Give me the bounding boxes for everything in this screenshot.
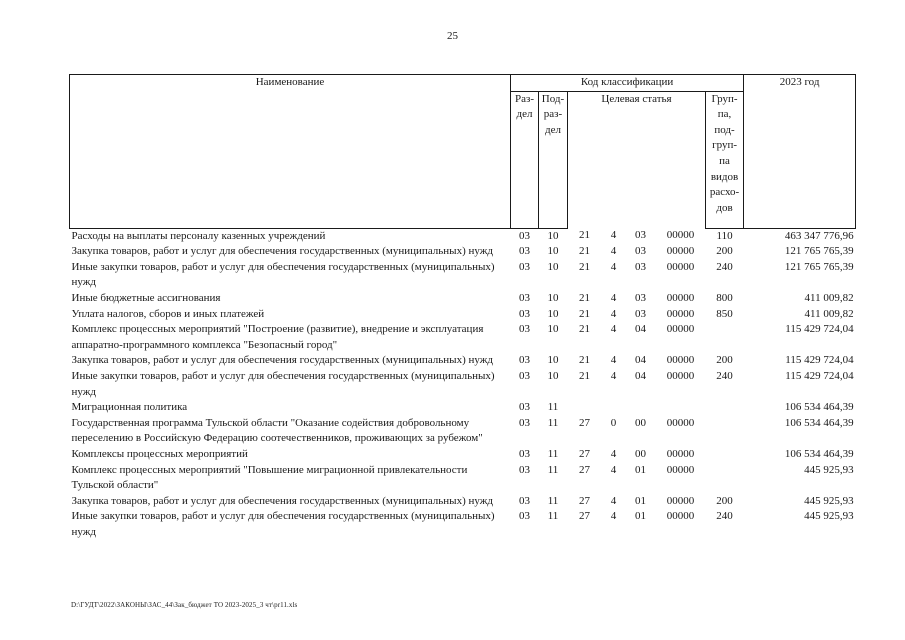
cell-t1: 27 [579,494,590,507]
cell-name: Государственная программа Тульской области "Оказание содействия добровольному переселению в Российскую Федерацию соотечественников, проживающих за рубежом" [71,416,483,445]
cell-t1: 27 [579,447,590,460]
cell-rz: 03 [519,401,530,414]
table-body [70,228,856,540]
cell-t2: 4 [610,463,617,476]
cell-pr: 11 [547,494,559,507]
header-group: Груп-па, под-груп-па видов расхо-дов [706,91,744,228]
cell-rz: 03 [519,245,530,258]
cell-t1: 21 [579,323,590,336]
cell-pr: 11 [547,447,559,460]
cell-t2: 4 [610,291,617,304]
cell-t2: 4 [610,260,617,273]
cell-t2 [602,400,626,416]
cell-t1: 21 [579,354,590,367]
cell-name: Закупка товаров, работ и услуг для обеспечения государственных (муниципальных) нужд [71,494,493,507]
cell-amount: 411 009,82 [804,307,854,320]
cell-t4: 00000 [666,307,695,320]
cell-t3: 03 [635,291,646,304]
cell-t2: 4 [610,447,617,460]
cell-name: Закупка товаров, работ и услуг для обеспечения государственных (муниципальных) нужд [71,245,493,258]
cell-vr [706,322,744,353]
cell-name: Расходы на выплаты персоналу казенных учреждений [71,229,326,242]
cell-t3: 04 [635,369,646,382]
cell-t4: 00000 [666,447,695,460]
cell-amount: 115 429 724,04 [785,369,854,382]
cell-pr: 11 [547,510,559,523]
cell-pr: 10 [547,369,559,382]
cell-rz: 03 [519,354,530,367]
cell-vr: 200 [716,494,733,507]
table-row [70,260,856,291]
cell-pr: 10 [547,245,559,258]
header-year: 2023 год [744,75,856,229]
cell-t1 [568,400,602,416]
cell-t4: 00000 [666,229,695,242]
cell-t2: 4 [610,307,617,320]
cell-t4: 00000 [666,510,695,523]
table-row [70,353,856,369]
cell-t1: 21 [579,369,590,382]
cell-t4: 00000 [666,354,695,367]
cell-pr: 11 [547,401,559,414]
cell-vr [706,463,744,494]
cell-t3: 01 [635,494,646,507]
cell-t4: 00000 [666,463,695,476]
cell-t3: 01 [635,510,646,523]
cell-t1: 21 [579,245,590,258]
cell-amount: 445 925,93 [804,510,854,523]
cell-t1: 27 [579,463,590,476]
cell-pr: 10 [547,323,559,336]
table-row [70,322,856,353]
cell-vr: 200 [716,245,733,258]
cell-amount: 115 429 724,04 [785,323,854,336]
cell-vr: 240 [716,369,733,382]
cell-rz: 03 [519,291,530,304]
cell-t3: 04 [635,354,646,367]
cell-vr: 240 [716,260,733,273]
cell-amount: 121 765 765,39 [784,260,854,273]
header-name: Наименование [70,75,511,229]
cell-name: Уплата налогов, сборов и иных платежей [71,307,265,320]
cell-t3: 04 [635,323,646,336]
cell-amount: 463 347 776,96 [784,229,854,242]
cell-t3: 00 [635,416,646,429]
cell-rz: 03 [519,307,530,320]
cell-vr: 240 [716,510,733,523]
cell-t4: 00000 [666,260,695,273]
table-row [70,307,856,323]
table-row [70,244,856,260]
cell-t2: 4 [610,510,617,523]
cell-t1: 27 [579,416,590,429]
cell-t4 [656,400,706,416]
cell-pr: 10 [547,260,559,273]
cell-vr: 850 [716,307,733,320]
header-target: Целевая статья [568,91,706,228]
cell-vr [706,400,744,416]
table-row [70,369,856,400]
cell-amount: 106 534 464,39 [784,401,854,414]
cell-name: Комплексы процессных мероприятий [71,447,248,460]
cell-t4: 00000 [666,323,695,336]
cell-rz: 03 [519,416,530,429]
cell-name: Закупка товаров, работ и услуг для обеспечения государственных (муниципальных) нужд [71,354,493,367]
cell-t3: 00 [635,447,646,460]
cell-amount: 411 009,82 [804,291,854,304]
cell-t2: 4 [610,494,617,507]
cell-amount: 106 534 464,39 [784,447,854,460]
cell-t2: 4 [610,323,617,336]
cell-t4: 00000 [666,369,695,382]
cell-rz: 03 [519,260,530,273]
cell-amount: 106 534 464,39 [784,416,854,429]
cell-rz: 03 [519,494,530,507]
cell-t3: 03 [635,307,646,320]
cell-t4: 00000 [666,416,695,429]
table-row [70,447,856,463]
cell-pr: 10 [547,229,559,242]
table-row [70,416,856,447]
cell-name: Комплекс процессных мероприятий "Построение (развитие), внедрение и эксплуатация аппаратно-программного комплекса "Безопасный город" [71,323,484,351]
budget-table [69,74,856,540]
cell-rz: 03 [519,369,530,382]
header-razdel: Раз-дел [511,91,539,228]
cell-rz: 03 [519,447,530,460]
page-number: 25 [447,30,458,42]
table-row [70,494,856,510]
cell-t3: 03 [635,245,646,258]
header-code: Код классификации [511,75,744,92]
cell-vr: 200 [716,354,733,367]
table-row [70,463,856,494]
cell-rz: 03 [519,229,530,242]
cell-vr: 800 [716,291,733,304]
header-podrazdel: Под-раз-дел [539,91,568,228]
cell-vr [706,447,744,463]
cell-pr: 10 [547,354,559,367]
table-row [70,291,856,307]
cell-t3 [626,400,656,416]
cell-rz: 03 [519,510,530,523]
file-path-footer: D:\ГУДТ\2022\ЗАКОНЫ\ЗАС_44\Зак_бюджет ТО 2023-2025_3 чт\pr11.xls [71,601,298,609]
cell-t4: 00000 [666,245,695,258]
cell-name: Иные бюджетные ассигнования [71,291,221,304]
cell-t1: 21 [579,307,590,320]
cell-pr: 10 [547,307,559,320]
cell-name: Иные закупки товаров, работ и услуг для обеспечения государственных (муниципальных) нужд [71,510,495,538]
cell-pr: 11 [547,416,559,429]
cell-amount: 445 925,93 [804,494,854,507]
cell-t1: 21 [579,229,590,242]
cell-t3: 03 [635,229,646,242]
cell-t3: 03 [635,260,646,273]
cell-amount: 121 765 765,39 [784,245,854,258]
cell-name: Иные закупки товаров, работ и услуг для обеспечения государственных (муниципальных) нужд [71,369,495,398]
cell-t2: 4 [610,354,617,367]
cell-t2: 4 [610,229,617,242]
cell-t1: 21 [579,291,590,304]
cell-name: Комплекс процессных мероприятий "Повышение миграционной привлекательности Тульской области" [71,463,468,492]
cell-name: Иные закупки товаров, работ и услуг для обеспечения государственных (муниципальных) нужд [71,260,495,289]
cell-t4: 00000 [666,494,695,507]
cell-t2: 4 [610,245,617,258]
cell-t1: 27 [579,510,590,523]
table-row [70,228,856,244]
cell-t2: 4 [610,369,617,382]
cell-t4: 00000 [666,291,695,304]
cell-name: Миграционная политика [71,401,188,414]
cell-amount: 445 925,93 [804,463,854,476]
cell-vr [706,416,744,447]
cell-t1: 21 [579,260,590,273]
cell-amount: 115 429 724,04 [785,354,854,367]
table-row [70,509,856,540]
cell-vr: 110 [716,229,733,242]
cell-pr: 11 [547,463,559,476]
cell-pr: 10 [547,291,559,304]
cell-rz: 03 [519,323,530,336]
cell-t2: 0 [610,416,617,429]
cell-rz: 03 [519,463,530,476]
cell-t3: 01 [635,463,646,476]
table-row [70,400,856,416]
